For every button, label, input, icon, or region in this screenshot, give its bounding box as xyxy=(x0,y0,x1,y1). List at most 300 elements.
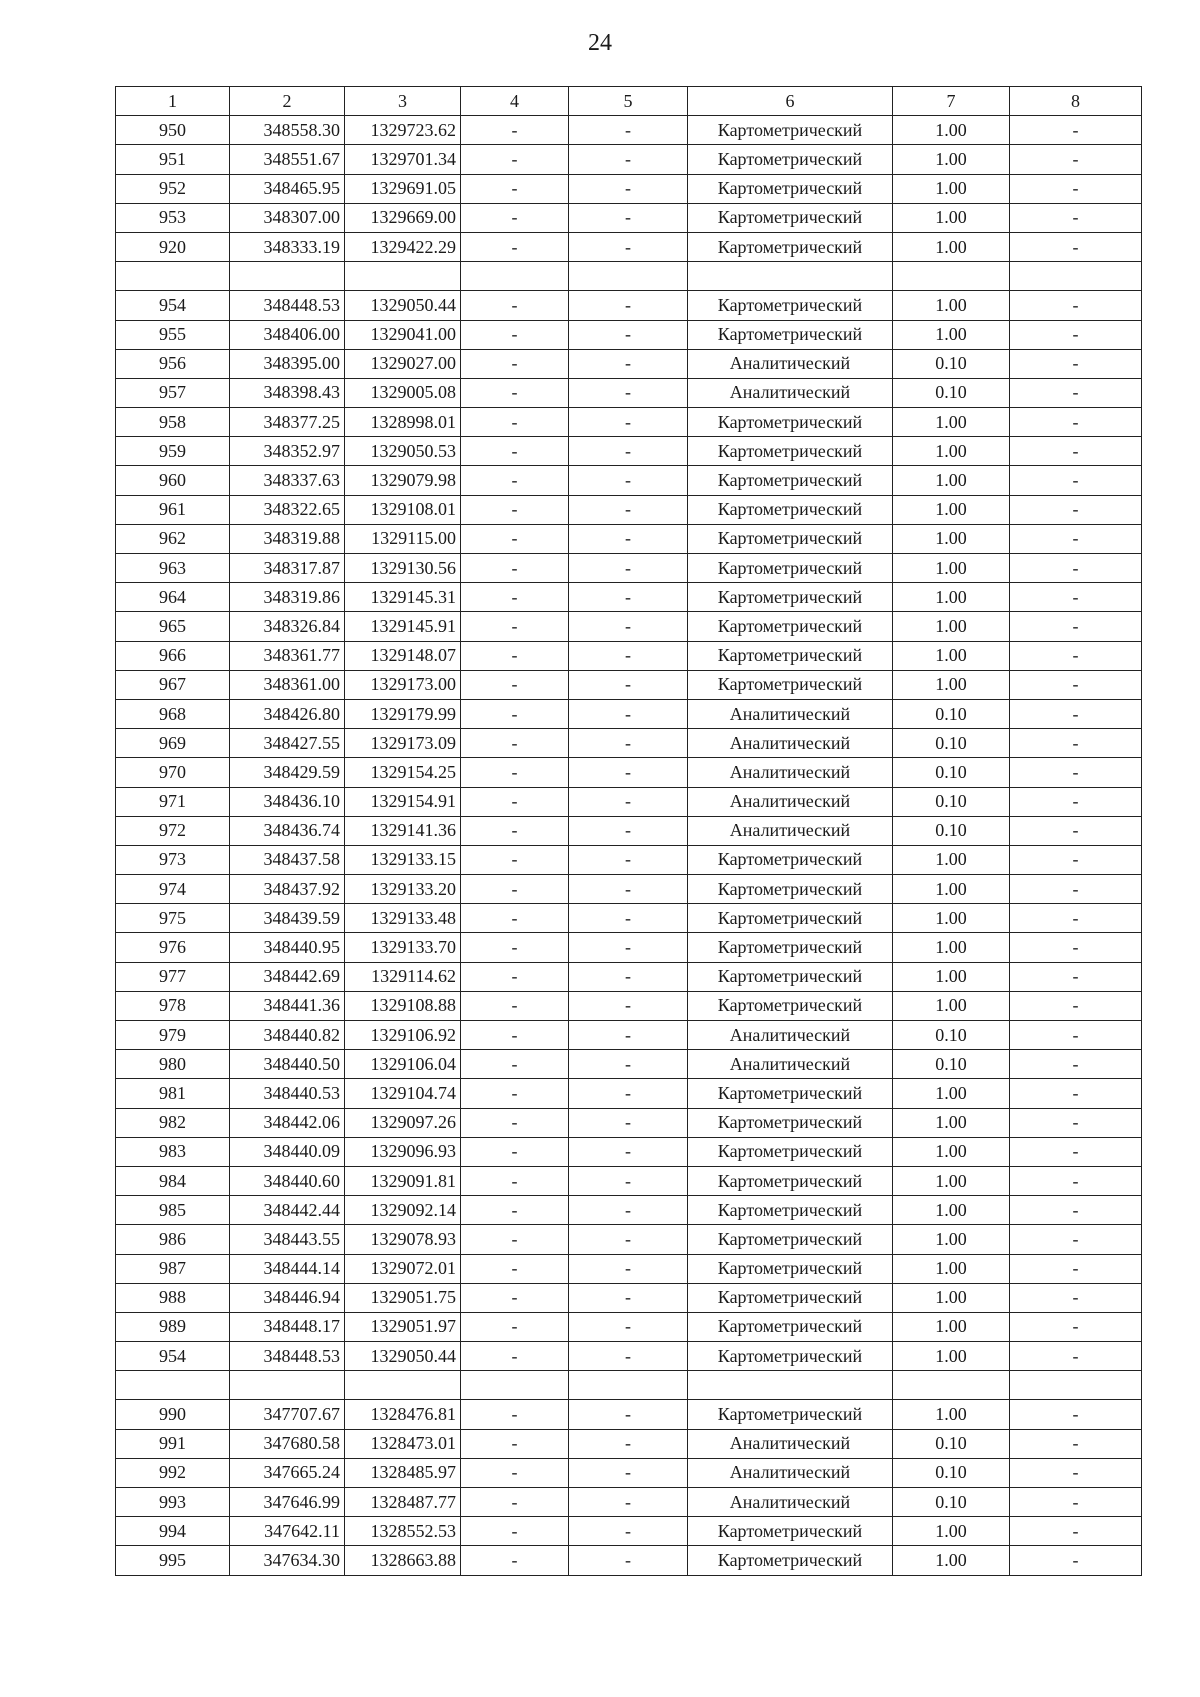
cell-col-5: - xyxy=(569,933,688,962)
cell-col-8: - xyxy=(1010,641,1142,670)
cell-col-8: - xyxy=(1010,1429,1142,1458)
table-row xyxy=(116,378,1142,407)
cell-x-coordinate: 348326.84 xyxy=(230,612,345,641)
cell-col-8: - xyxy=(1010,1196,1142,1225)
cell-col-4: - xyxy=(461,1050,569,1079)
cell-col-5: - xyxy=(569,904,688,933)
cell-col-4: - xyxy=(461,816,569,845)
cell-point-number: 958 xyxy=(116,408,230,437)
cell-point-number: 961 xyxy=(116,495,230,524)
cell-y-coordinate: 1329154.91 xyxy=(345,787,461,816)
cell-point-number: 952 xyxy=(116,174,230,203)
cell-point-number: 965 xyxy=(116,612,230,641)
cell-accuracy: 1.00 xyxy=(893,232,1010,261)
table-row xyxy=(116,991,1142,1020)
cell-x-coordinate: 348448.53 xyxy=(230,291,345,320)
cell-accuracy: 1.00 xyxy=(893,612,1010,641)
cell-col-5: - xyxy=(569,1137,688,1166)
cell-accuracy: 1.00 xyxy=(893,1400,1010,1429)
cell-accuracy: 1.00 xyxy=(893,641,1010,670)
cell-method: Картометрический xyxy=(688,1517,893,1546)
cell-method: Картометрический xyxy=(688,1312,893,1341)
cell-col-8: - xyxy=(1010,670,1142,699)
cell-y-coordinate: 1328663.88 xyxy=(345,1546,461,1575)
cell-col-4: - xyxy=(461,758,569,787)
cell-point-number: 979 xyxy=(116,1021,230,1050)
cell-col-4: - xyxy=(461,116,569,145)
cell-x-coordinate: 348395.00 xyxy=(230,349,345,378)
cell-method: Аналитический xyxy=(688,1021,893,1050)
cell-point-number: 975 xyxy=(116,904,230,933)
cell-x-coordinate: 348361.00 xyxy=(230,670,345,699)
cell-x-coordinate: 348442.69 xyxy=(230,962,345,991)
cell-accuracy: 1.00 xyxy=(893,116,1010,145)
table-row xyxy=(116,145,1142,174)
cell-method: Картометрический xyxy=(688,116,893,145)
cell-col-8: - xyxy=(1010,524,1142,553)
cell-col-5: - xyxy=(569,1312,688,1341)
cell-accuracy: 1.00 xyxy=(893,524,1010,553)
cell-method: Картометрический xyxy=(688,1254,893,1283)
cell-x-coordinate: 348465.95 xyxy=(230,174,345,203)
table-row xyxy=(116,437,1142,466)
table-row xyxy=(116,962,1142,991)
cell-point-number: 960 xyxy=(116,466,230,495)
cell-x-coordinate: 348448.53 xyxy=(230,1342,345,1371)
cell-accuracy: 0.10 xyxy=(893,816,1010,845)
cell-col-4: - xyxy=(461,1137,569,1166)
cell-accuracy: 1.00 xyxy=(893,1137,1010,1166)
cell-col-5: - xyxy=(569,816,688,845)
cell-point-number: 964 xyxy=(116,583,230,612)
cell-col-4: - xyxy=(461,437,569,466)
cell-col-4: - xyxy=(461,408,569,437)
cell-accuracy: 1.00 xyxy=(893,320,1010,349)
cell-x-coordinate xyxy=(230,262,345,291)
table-row xyxy=(116,1108,1142,1137)
cell-col-5: - xyxy=(569,174,688,203)
cell-y-coordinate: 1329050.44 xyxy=(345,1342,461,1371)
cell-method: Картометрический xyxy=(688,145,893,174)
table-row xyxy=(116,1196,1142,1225)
cell-col-5: - xyxy=(569,670,688,699)
table-row xyxy=(116,349,1142,378)
table-row xyxy=(116,291,1142,320)
cell-method: Картометрический xyxy=(688,875,893,904)
cell-col-8: - xyxy=(1010,1079,1142,1108)
table-row xyxy=(116,699,1142,728)
cell-point-number: 956 xyxy=(116,349,230,378)
cell-point-number: 971 xyxy=(116,787,230,816)
cell-x-coordinate: 348377.25 xyxy=(230,408,345,437)
cell-accuracy: 1.00 xyxy=(893,1546,1010,1575)
cell-col-4: - xyxy=(461,583,569,612)
cell-y-coordinate: 1329079.98 xyxy=(345,466,461,495)
cell-x-coordinate: 348437.58 xyxy=(230,845,345,874)
cell-col-8: - xyxy=(1010,349,1142,378)
cell-x-coordinate: 348442.44 xyxy=(230,1196,345,1225)
cell-col-5: - xyxy=(569,378,688,407)
cell-y-coordinate: 1329173.00 xyxy=(345,670,461,699)
cell-point-number: 989 xyxy=(116,1312,230,1341)
cell-col-8: - xyxy=(1010,466,1142,495)
cell-col-8: - xyxy=(1010,875,1142,904)
cell-col-8 xyxy=(1010,262,1142,291)
cell-method: Картометрический xyxy=(688,583,893,612)
cell-col-4: - xyxy=(461,670,569,699)
table-row xyxy=(116,641,1142,670)
table-row xyxy=(116,875,1142,904)
cell-col-5 xyxy=(569,262,688,291)
cell-col-4: - xyxy=(461,1254,569,1283)
cell-col-5: - xyxy=(569,408,688,437)
cell-y-coordinate: 1329723.62 xyxy=(345,116,461,145)
cell-col-8: - xyxy=(1010,1137,1142,1166)
cell-col-4: - xyxy=(461,1079,569,1108)
table-row xyxy=(116,1225,1142,1254)
cell-x-coordinate: 348337.63 xyxy=(230,466,345,495)
cell-accuracy: 0.10 xyxy=(893,758,1010,787)
column-header-7: 7 xyxy=(893,87,1010,116)
cell-col-8: - xyxy=(1010,1517,1142,1546)
cell-point-number: 990 xyxy=(116,1400,230,1429)
cell-col-4: - xyxy=(461,524,569,553)
cell-accuracy: 1.00 xyxy=(893,1196,1010,1225)
cell-col-4: - xyxy=(461,349,569,378)
cell-col-8: - xyxy=(1010,1050,1142,1079)
cell-col-8: - xyxy=(1010,1021,1142,1050)
cell-method: Аналитический xyxy=(688,758,893,787)
cell-accuracy: 1.00 xyxy=(893,1079,1010,1108)
cell-point-number: 973 xyxy=(116,845,230,874)
cell-method: Картометрический xyxy=(688,554,893,583)
cell-point-number: 951 xyxy=(116,145,230,174)
cell-col-5: - xyxy=(569,1021,688,1050)
separator-row xyxy=(116,262,1142,291)
cell-point-number: 969 xyxy=(116,729,230,758)
cell-col-8: - xyxy=(1010,1400,1142,1429)
cell-col-8: - xyxy=(1010,933,1142,962)
cell-y-coordinate: 1329141.36 xyxy=(345,816,461,845)
cell-col-8: - xyxy=(1010,962,1142,991)
cell-point-number: 950 xyxy=(116,116,230,145)
table-row xyxy=(116,1079,1142,1108)
cell-y-coordinate: 1328473.01 xyxy=(345,1429,461,1458)
cell-point-number: 967 xyxy=(116,670,230,699)
cell-point-number: 957 xyxy=(116,378,230,407)
cell-accuracy: 1.00 xyxy=(893,904,1010,933)
cell-col-4: - xyxy=(461,962,569,991)
cell-col-4: - xyxy=(461,1342,569,1371)
cell-col-8: - xyxy=(1010,437,1142,466)
cell-accuracy: 1.00 xyxy=(893,962,1010,991)
table-row xyxy=(116,466,1142,495)
cell-x-coordinate: 348551.67 xyxy=(230,145,345,174)
cell-y-coordinate: 1329092.14 xyxy=(345,1196,461,1225)
cell-y-coordinate: 1329050.53 xyxy=(345,437,461,466)
table-row xyxy=(116,232,1142,261)
cell-y-coordinate: 1329145.31 xyxy=(345,583,461,612)
cell-accuracy: 1.00 xyxy=(893,933,1010,962)
cell-y-coordinate xyxy=(345,262,461,291)
cell-col-4: - xyxy=(461,933,569,962)
cell-method: Картометрический xyxy=(688,904,893,933)
cell-point-number xyxy=(116,262,230,291)
cell-accuracy: 0.10 xyxy=(893,729,1010,758)
cell-col-5: - xyxy=(569,437,688,466)
table-row xyxy=(116,1429,1142,1458)
cell-col-5: - xyxy=(569,1196,688,1225)
cell-accuracy: 1.00 xyxy=(893,1254,1010,1283)
table-row xyxy=(116,1137,1142,1166)
cell-point-number: 977 xyxy=(116,962,230,991)
cell-method: Картометрический xyxy=(688,320,893,349)
cell-col-4: - xyxy=(461,495,569,524)
cell-method: Аналитический xyxy=(688,787,893,816)
cell-accuracy: 1.00 xyxy=(893,1342,1010,1371)
table-row xyxy=(116,1021,1142,1050)
cell-point-number: 993 xyxy=(116,1488,230,1517)
cell-y-coordinate: 1329051.75 xyxy=(345,1283,461,1312)
cell-method: Картометрический xyxy=(688,641,893,670)
cell-accuracy: 1.00 xyxy=(893,174,1010,203)
cell-y-coordinate: 1329179.99 xyxy=(345,699,461,728)
cell-col-5: - xyxy=(569,1429,688,1458)
cell-point-number: 920 xyxy=(116,232,230,261)
cell-x-coordinate: 348437.92 xyxy=(230,875,345,904)
cell-accuracy: 1.00 xyxy=(893,1312,1010,1341)
cell-col-4: - xyxy=(461,1517,569,1546)
column-header-4: 4 xyxy=(461,87,569,116)
table-header-row xyxy=(116,87,1142,116)
cell-x-coordinate: 348398.43 xyxy=(230,378,345,407)
cell-col-4: - xyxy=(461,1225,569,1254)
table-row xyxy=(116,583,1142,612)
cell-x-coordinate: 348307.00 xyxy=(230,203,345,232)
cell-y-coordinate: 1329173.09 xyxy=(345,729,461,758)
cell-x-coordinate: 348444.14 xyxy=(230,1254,345,1283)
cell-accuracy: 1.00 xyxy=(893,1166,1010,1195)
cell-col-5: - xyxy=(569,554,688,583)
column-header-2: 2 xyxy=(230,87,345,116)
table-row xyxy=(116,670,1142,699)
cell-accuracy: 1.00 xyxy=(893,875,1010,904)
cell-y-coordinate: 1329133.20 xyxy=(345,875,461,904)
cell-point-number: 982 xyxy=(116,1108,230,1137)
cell-col-4: - xyxy=(461,1429,569,1458)
table-row xyxy=(116,1166,1142,1195)
cell-y-coordinate xyxy=(345,1371,461,1400)
cell-col-4: - xyxy=(461,145,569,174)
column-header-1: 1 xyxy=(116,87,230,116)
page-number: 24 xyxy=(588,30,612,56)
cell-col-8: - xyxy=(1010,1312,1142,1341)
cell-col-8: - xyxy=(1010,232,1142,261)
cell-y-coordinate: 1329027.00 xyxy=(345,349,461,378)
table-row xyxy=(116,320,1142,349)
cell-y-coordinate: 1329091.81 xyxy=(345,1166,461,1195)
cell-col-5: - xyxy=(569,1166,688,1195)
cell-col-5: - xyxy=(569,875,688,904)
cell-method: Картометрический xyxy=(688,933,893,962)
cell-x-coordinate: 348439.59 xyxy=(230,904,345,933)
cell-y-coordinate: 1329108.01 xyxy=(345,495,461,524)
cell-point-number: 995 xyxy=(116,1546,230,1575)
cell-col-8: - xyxy=(1010,116,1142,145)
cell-method: Аналитический xyxy=(688,1458,893,1487)
cell-col-5: - xyxy=(569,1283,688,1312)
cell-col-4: - xyxy=(461,320,569,349)
cell-method: Аналитический xyxy=(688,1488,893,1517)
cell-point-number: 959 xyxy=(116,437,230,466)
cell-col-8: - xyxy=(1010,408,1142,437)
cell-y-coordinate: 1328485.97 xyxy=(345,1458,461,1487)
cell-y-coordinate: 1329145.91 xyxy=(345,612,461,641)
cell-method: Картометрический xyxy=(688,1342,893,1371)
cell-method: Картометрический xyxy=(688,174,893,203)
cell-x-coordinate: 347707.67 xyxy=(230,1400,345,1429)
cell-x-coordinate: 347642.11 xyxy=(230,1517,345,1546)
cell-col-5: - xyxy=(569,641,688,670)
cell-col-5: - xyxy=(569,612,688,641)
cell-col-5: - xyxy=(569,758,688,787)
cell-method: Картометрический xyxy=(688,437,893,466)
cell-x-coordinate: 348440.53 xyxy=(230,1079,345,1108)
cell-method: Аналитический xyxy=(688,816,893,845)
cell-y-coordinate: 1329669.00 xyxy=(345,203,461,232)
cell-y-coordinate: 1329114.62 xyxy=(345,962,461,991)
cell-accuracy: 0.10 xyxy=(893,1488,1010,1517)
cell-point-number: 970 xyxy=(116,758,230,787)
cell-col-4: - xyxy=(461,378,569,407)
cell-point-number: 983 xyxy=(116,1137,230,1166)
cell-accuracy: 1.00 xyxy=(893,554,1010,583)
cell-y-coordinate: 1329154.25 xyxy=(345,758,461,787)
cell-col-4: - xyxy=(461,1108,569,1137)
cell-accuracy: 1.00 xyxy=(893,845,1010,874)
cell-col-4: - xyxy=(461,612,569,641)
cell-x-coordinate xyxy=(230,1371,345,1400)
cell-col-4: - xyxy=(461,875,569,904)
cell-accuracy xyxy=(893,1371,1010,1400)
cell-y-coordinate: 1329072.01 xyxy=(345,1254,461,1283)
cell-col-4: - xyxy=(461,729,569,758)
cell-point-number: 962 xyxy=(116,524,230,553)
cell-accuracy: 1.00 xyxy=(893,145,1010,174)
cell-col-4: - xyxy=(461,1196,569,1225)
cell-x-coordinate: 348440.50 xyxy=(230,1050,345,1079)
cell-point-number: 994 xyxy=(116,1517,230,1546)
cell-col-5: - xyxy=(569,291,688,320)
cell-point-number: 987 xyxy=(116,1254,230,1283)
cell-accuracy: 0.10 xyxy=(893,1021,1010,1050)
cell-col-5: - xyxy=(569,349,688,378)
cell-method: Картометрический xyxy=(688,612,893,641)
cell-x-coordinate: 348443.55 xyxy=(230,1225,345,1254)
column-header-5: 5 xyxy=(569,87,688,116)
cell-col-5: - xyxy=(569,729,688,758)
cell-method: Картометрический xyxy=(688,524,893,553)
cell-method: Аналитический xyxy=(688,1050,893,1079)
cell-col-8: - xyxy=(1010,378,1142,407)
cell-col-5: - xyxy=(569,1225,688,1254)
cell-x-coordinate: 348436.74 xyxy=(230,816,345,845)
cell-col-4: - xyxy=(461,232,569,261)
cell-accuracy: 1.00 xyxy=(893,1283,1010,1312)
cell-accuracy: 1.00 xyxy=(893,203,1010,232)
cell-y-coordinate: 1329050.44 xyxy=(345,291,461,320)
cell-y-coordinate: 1329691.05 xyxy=(345,174,461,203)
cell-accuracy: 0.10 xyxy=(893,787,1010,816)
cell-point-number: 974 xyxy=(116,875,230,904)
cell-col-4: - xyxy=(461,1312,569,1341)
cell-col-4: - xyxy=(461,1400,569,1429)
cell-col-5: - xyxy=(569,1546,688,1575)
table-row xyxy=(116,758,1142,787)
cell-col-8: - xyxy=(1010,291,1142,320)
cell-point-number: 968 xyxy=(116,699,230,728)
cell-method: Аналитический xyxy=(688,699,893,728)
cell-y-coordinate: 1329041.00 xyxy=(345,320,461,349)
cell-col-4 xyxy=(461,1371,569,1400)
table-row xyxy=(116,933,1142,962)
cell-col-8: - xyxy=(1010,816,1142,845)
cell-method: Картометрический xyxy=(688,1546,893,1575)
cell-x-coordinate: 347680.58 xyxy=(230,1429,345,1458)
cell-col-5: - xyxy=(569,583,688,612)
cell-method: Картометрический xyxy=(688,1137,893,1166)
cell-col-4 xyxy=(461,262,569,291)
cell-col-8: - xyxy=(1010,1225,1142,1254)
cell-y-coordinate: 1328998.01 xyxy=(345,408,461,437)
cell-x-coordinate: 348352.97 xyxy=(230,437,345,466)
cell-col-8: - xyxy=(1010,1458,1142,1487)
cell-col-5: - xyxy=(569,1488,688,1517)
cell-x-coordinate: 348427.55 xyxy=(230,729,345,758)
cell-accuracy: 1.00 xyxy=(893,408,1010,437)
cell-point-number: 953 xyxy=(116,203,230,232)
table-row xyxy=(116,612,1142,641)
table-row xyxy=(116,203,1142,232)
cell-col-8 xyxy=(1010,1371,1142,1400)
cell-col-8: - xyxy=(1010,174,1142,203)
cell-accuracy: 0.10 xyxy=(893,349,1010,378)
cell-col-8: - xyxy=(1010,145,1142,174)
cell-y-coordinate: 1329106.04 xyxy=(345,1050,461,1079)
cell-y-coordinate: 1328552.53 xyxy=(345,1517,461,1546)
cell-col-4: - xyxy=(461,1166,569,1195)
cell-point-number: 978 xyxy=(116,991,230,1020)
cell-point-number: 981 xyxy=(116,1079,230,1108)
cell-accuracy: 0.10 xyxy=(893,1458,1010,1487)
cell-col-8: - xyxy=(1010,612,1142,641)
cell-col-4: - xyxy=(461,845,569,874)
cell-col-5: - xyxy=(569,320,688,349)
cell-accuracy: 1.00 xyxy=(893,1108,1010,1137)
cell-col-4: - xyxy=(461,1488,569,1517)
cell-point-number: 972 xyxy=(116,816,230,845)
cell-method: Картометрический xyxy=(688,1166,893,1195)
cell-method: Картометрический xyxy=(688,1108,893,1137)
cell-col-8: - xyxy=(1010,583,1142,612)
cell-x-coordinate: 348440.60 xyxy=(230,1166,345,1195)
cell-col-5: - xyxy=(569,991,688,1020)
table-row xyxy=(116,787,1142,816)
cell-col-8: - xyxy=(1010,729,1142,758)
cell-col-4: - xyxy=(461,1021,569,1050)
cell-y-coordinate: 1329005.08 xyxy=(345,378,461,407)
cell-accuracy: 1.00 xyxy=(893,495,1010,524)
